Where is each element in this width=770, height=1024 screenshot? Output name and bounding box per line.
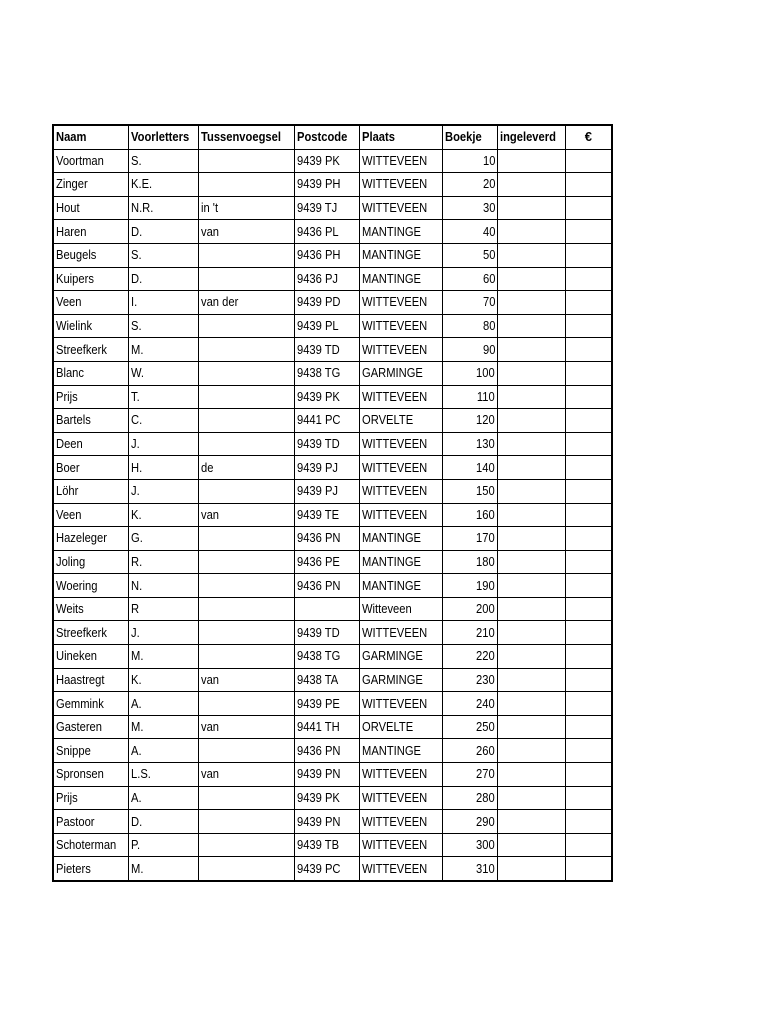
cell-plaats[interactable]: MANTINGE <box>360 550 443 574</box>
cell-voorletters[interactable]: A. <box>128 739 199 763</box>
cell-ingeleverd[interactable] <box>498 597 566 621</box>
cell-boekje[interactable]: 40 <box>443 220 498 244</box>
cell-postcode[interactable]: 9439 PJ <box>295 479 360 503</box>
cell-tussenvoegsel[interactable] <box>199 597 295 621</box>
cell-postcode[interactable]: 9436 PL <box>295 220 360 244</box>
cell-naam[interactable]: Hout <box>53 196 128 220</box>
cell-euro[interactable] <box>566 503 612 527</box>
cell-postcode[interactable]: 9436 PN <box>295 739 360 763</box>
cell-euro[interactable] <box>566 597 612 621</box>
cell-plaats[interactable]: WITTEVEEN <box>360 456 443 480</box>
header-ingeleverd: ingeleverd <box>498 125 566 149</box>
cell-euro[interactable] <box>566 810 612 834</box>
cell-postcode[interactable]: 9436 PJ <box>295 267 360 291</box>
cell-ingeleverd[interactable] <box>498 621 566 645</box>
cell-tussenvoegsel[interactable] <box>199 550 295 574</box>
cell-euro[interactable] <box>566 621 612 645</box>
cell-plaats[interactable]: WITTEVEEN <box>360 833 443 857</box>
header-postcode: Postcode <box>295 125 360 149</box>
cell-naam[interactable]: Schoterman <box>53 833 128 857</box>
cell-naam[interactable]: Spronsen <box>53 763 128 787</box>
cell-euro[interactable] <box>566 291 612 315</box>
cell-plaats[interactable]: WITTEVEEN <box>360 314 443 338</box>
cell-postcode[interactable]: 9439 TB <box>295 833 360 857</box>
cell-naam[interactable]: Haren <box>53 220 128 244</box>
cell-ingeleverd[interactable] <box>498 574 566 598</box>
table-row <box>53 527 612 551</box>
cell-voorletters[interactable]: K. <box>128 503 199 527</box>
cell-boekje[interactable]: 10 <box>443 149 498 173</box>
cell-boekje[interactable]: 110 <box>443 385 498 409</box>
cell-postcode[interactable]: 9439 PH <box>295 173 360 197</box>
cell-ingeleverd[interactable] <box>498 456 566 480</box>
cell-euro[interactable] <box>566 479 612 503</box>
cell-voorletters[interactable]: R <box>128 597 199 621</box>
table-row <box>53 668 612 692</box>
header-plaats: Plaats <box>360 125 443 149</box>
table-row <box>53 173 612 197</box>
cell-tussenvoegsel[interactable]: in 't <box>199 196 295 220</box>
cell-boekje[interactable]: 50 <box>443 243 498 267</box>
cell-ingeleverd[interactable] <box>498 149 566 173</box>
cell-voorletters[interactable]: K.E. <box>128 173 199 197</box>
table-row <box>53 786 612 810</box>
cell-plaats[interactable]: MANTINGE <box>360 527 443 551</box>
cell-ingeleverd[interactable] <box>498 173 566 197</box>
cell-ingeleverd[interactable] <box>498 550 566 574</box>
cell-tussenvoegsel[interactable] <box>199 833 295 857</box>
cell-naam[interactable]: Pastoor <box>53 810 128 834</box>
cell-plaats[interactable]: MANTINGE <box>360 243 443 267</box>
cell-postcode[interactable]: 9439 TE <box>295 503 360 527</box>
cell-naam[interactable]: Pieters <box>53 857 128 881</box>
cell-postcode[interactable]: 9436 PN <box>295 574 360 598</box>
cell-tussenvoegsel[interactable] <box>199 409 295 433</box>
cell-voorletters[interactable]: R. <box>128 550 199 574</box>
cell-voorletters[interactable]: D. <box>128 267 199 291</box>
cell-ingeleverd[interactable] <box>498 196 566 220</box>
cell-naam[interactable]: Gemmink <box>53 692 128 716</box>
table-row <box>53 385 612 409</box>
cell-naam[interactable]: Prijs <box>53 786 128 810</box>
cell-euro[interactable] <box>566 456 612 480</box>
cell-voorletters[interactable]: A. <box>128 786 199 810</box>
cell-postcode[interactable]: 9439 TJ <box>295 196 360 220</box>
cell-voorletters[interactable]: D. <box>128 810 199 834</box>
cell-naam[interactable]: Boer <box>53 456 128 480</box>
cell-boekje[interactable]: 160 <box>443 503 498 527</box>
header-tussenvoegsel: Tussenvoegsel <box>199 125 295 149</box>
cell-boekje[interactable]: 250 <box>443 715 498 739</box>
cell-euro[interactable] <box>566 220 612 244</box>
cell-tussenvoegsel[interactable] <box>199 527 295 551</box>
cell-naam[interactable]: Haastregt <box>53 668 128 692</box>
cell-boekje[interactable]: 90 <box>443 338 498 362</box>
cell-postcode[interactable]: 9439 PC <box>295 857 360 881</box>
cell-ingeleverd[interactable] <box>498 668 566 692</box>
cell-voorletters[interactable]: G. <box>128 527 199 551</box>
cell-euro[interactable] <box>566 243 612 267</box>
cell-boekje[interactable]: 70 <box>443 291 498 315</box>
cell-plaats[interactable]: WITTEVEEN <box>360 621 443 645</box>
header-naam: Naam <box>53 125 128 149</box>
table-row <box>53 715 612 739</box>
cell-postcode[interactable] <box>295 597 360 621</box>
cell-naam[interactable]: Streefkerk <box>53 338 128 362</box>
cell-euro[interactable] <box>566 314 612 338</box>
cell-postcode[interactable]: 9436 PE <box>295 550 360 574</box>
cell-euro[interactable] <box>566 763 612 787</box>
cell-ingeleverd[interactable] <box>498 810 566 834</box>
cell-voorletters[interactable]: I. <box>128 291 199 315</box>
cell-tussenvoegsel[interactable] <box>199 314 295 338</box>
cell-boekje[interactable]: 20 <box>443 173 498 197</box>
table-row <box>53 409 612 433</box>
cell-boekje[interactable]: 290 <box>443 810 498 834</box>
cell-voorletters[interactable]: J. <box>128 479 199 503</box>
cell-euro[interactable] <box>566 857 612 881</box>
header-boekje: Boekje <box>443 125 498 149</box>
cell-voorletters[interactable]: A. <box>128 692 199 716</box>
cell-voorletters[interactable]: J. <box>128 432 199 456</box>
cell-ingeleverd[interactable] <box>498 503 566 527</box>
cell-euro[interactable] <box>566 739 612 763</box>
cell-plaats[interactable]: WITTEVEEN <box>360 763 443 787</box>
cell-plaats[interactable]: ORVELTE <box>360 409 443 433</box>
table-row <box>53 338 612 362</box>
cell-postcode[interactable]: 9438 TA <box>295 668 360 692</box>
cell-tussenvoegsel[interactable]: van <box>199 763 295 787</box>
cell-euro[interactable] <box>566 409 612 433</box>
cell-euro[interactable] <box>566 149 612 173</box>
table-row <box>53 574 612 598</box>
cell-tussenvoegsel[interactable]: van <box>199 220 295 244</box>
cell-boekje[interactable]: 200 <box>443 597 498 621</box>
cell-ingeleverd[interactable] <box>498 739 566 763</box>
cell-postcode[interactable]: 9439 PN <box>295 810 360 834</box>
cell-postcode[interactable]: 9439 TD <box>295 621 360 645</box>
cell-ingeleverd[interactable] <box>498 479 566 503</box>
cell-plaats[interactable]: ORVELTE <box>360 715 443 739</box>
cell-tussenvoegsel[interactable] <box>199 173 295 197</box>
cell-tussenvoegsel[interactable] <box>199 432 295 456</box>
cell-postcode[interactable]: 9436 PN <box>295 527 360 551</box>
header-euro: € <box>566 125 612 149</box>
cell-naam[interactable]: Streefkerk <box>53 621 128 645</box>
cell-plaats[interactable]: GARMINGE <box>360 668 443 692</box>
cell-ingeleverd[interactable] <box>498 220 566 244</box>
cell-ingeleverd[interactable] <box>498 857 566 881</box>
table-row <box>53 550 612 574</box>
cell-voorletters[interactable]: W. <box>128 361 199 385</box>
cell-ingeleverd[interactable] <box>498 763 566 787</box>
cell-plaats[interactable]: WITTEVEEN <box>360 692 443 716</box>
cell-ingeleverd[interactable] <box>498 432 566 456</box>
cell-boekje[interactable]: 80 <box>443 314 498 338</box>
cell-naam[interactable]: Hazeleger <box>53 527 128 551</box>
cell-euro[interactable] <box>566 173 612 197</box>
cell-voorletters[interactable]: D. <box>128 220 199 244</box>
table-row <box>53 243 612 267</box>
spreadsheet-page <box>52 124 613 882</box>
cell-tussenvoegsel[interactable] <box>199 479 295 503</box>
cell-postcode[interactable]: 9438 TG <box>295 361 360 385</box>
cell-euro[interactable] <box>566 574 612 598</box>
cell-tussenvoegsel[interactable] <box>199 739 295 763</box>
cell-tussenvoegsel[interactable]: van <box>199 668 295 692</box>
cell-tussenvoegsel[interactable] <box>199 810 295 834</box>
cell-naam[interactable]: Veen <box>53 503 128 527</box>
cell-euro[interactable] <box>566 361 612 385</box>
cell-euro[interactable] <box>566 432 612 456</box>
cell-postcode[interactable]: 9441 TH <box>295 715 360 739</box>
cell-plaats[interactable]: WITTEVEEN <box>360 196 443 220</box>
cell-naam[interactable]: Prijs <box>53 385 128 409</box>
cell-boekje[interactable]: 310 <box>443 857 498 881</box>
cell-boekje[interactable]: 240 <box>443 692 498 716</box>
cell-plaats[interactable]: MANTINGE <box>360 739 443 763</box>
table-body <box>53 149 612 881</box>
cell-postcode[interactable]: 9436 PH <box>295 243 360 267</box>
cell-voorletters[interactable]: K. <box>128 668 199 692</box>
cell-voorletters[interactable]: M. <box>128 645 199 669</box>
cell-boekje[interactable]: 220 <box>443 645 498 669</box>
cell-plaats[interactable]: WITTEVEEN <box>360 149 443 173</box>
cell-naam[interactable]: Weits <box>53 597 128 621</box>
table-row <box>53 692 612 716</box>
cell-postcode[interactable]: 9439 PE <box>295 692 360 716</box>
cell-voorletters[interactable]: P. <box>128 833 199 857</box>
cell-plaats[interactable]: GARMINGE <box>360 645 443 669</box>
cell-postcode[interactable]: 9439 PK <box>295 149 360 173</box>
cell-tussenvoegsel[interactable] <box>199 574 295 598</box>
cell-naam[interactable]: Löhr <box>53 479 128 503</box>
cell-voorletters[interactable]: S. <box>128 149 199 173</box>
cell-tussenvoegsel[interactable]: van <box>199 503 295 527</box>
cell-boekje[interactable]: 260 <box>443 739 498 763</box>
table-row <box>53 267 612 291</box>
cell-naam[interactable]: Gasteren <box>53 715 128 739</box>
cell-plaats[interactable]: Witteveen <box>360 597 443 621</box>
cell-tussenvoegsel[interactable]: van <box>199 715 295 739</box>
cell-naam[interactable]: Wielink <box>53 314 128 338</box>
cell-euro[interactable] <box>566 267 612 291</box>
cell-postcode[interactable]: 9438 TG <box>295 645 360 669</box>
cell-naam[interactable]: Uineken <box>53 645 128 669</box>
cell-voorletters[interactable]: L.S. <box>128 763 199 787</box>
cell-boekje[interactable]: 270 <box>443 763 498 787</box>
cell-voorletters[interactable]: N. <box>128 574 199 598</box>
cell-voorletters[interactable]: T. <box>128 385 199 409</box>
cell-postcode[interactable]: 9439 PD <box>295 291 360 315</box>
cell-boekje[interactable]: 180 <box>443 550 498 574</box>
table-row <box>53 739 612 763</box>
cell-ingeleverd[interactable] <box>498 409 566 433</box>
cell-tussenvoegsel[interactable] <box>199 149 295 173</box>
cell-tussenvoegsel[interactable] <box>199 338 295 362</box>
cell-boekje[interactable]: 190 <box>443 574 498 598</box>
cell-postcode[interactable]: 9441 PC <box>295 409 360 433</box>
table-row <box>53 361 612 385</box>
cell-plaats[interactable]: MANTINGE <box>360 267 443 291</box>
cell-ingeleverd[interactable] <box>498 243 566 267</box>
table-row <box>53 857 612 881</box>
cell-euro[interactable] <box>566 338 612 362</box>
members-table <box>52 124 613 882</box>
cell-naam[interactable]: Voortman <box>53 149 128 173</box>
cell-euro[interactable] <box>566 196 612 220</box>
cell-tussenvoegsel[interactable]: van der <box>199 291 295 315</box>
cell-tussenvoegsel[interactable] <box>199 267 295 291</box>
cell-postcode[interactable]: 9439 PN <box>295 763 360 787</box>
cell-tussenvoegsel[interactable] <box>199 621 295 645</box>
cell-naam[interactable]: Kuipers <box>53 267 128 291</box>
table-row <box>53 810 612 834</box>
cell-voorletters[interactable]: S. <box>128 243 199 267</box>
cell-tussenvoegsel[interactable] <box>199 243 295 267</box>
cell-ingeleverd[interactable] <box>498 715 566 739</box>
cell-voorletters[interactable]: M. <box>128 857 199 881</box>
cell-postcode[interactable]: 9439 TD <box>295 338 360 362</box>
cell-ingeleverd[interactable] <box>498 645 566 669</box>
cell-plaats[interactable]: WITTEVEEN <box>360 385 443 409</box>
cell-voorletters[interactable]: M. <box>128 715 199 739</box>
cell-ingeleverd[interactable] <box>498 291 566 315</box>
table-row <box>53 220 612 244</box>
cell-plaats[interactable]: WITTEVEEN <box>360 432 443 456</box>
cell-boekje[interactable]: 170 <box>443 527 498 551</box>
cell-boekje[interactable]: 100 <box>443 361 498 385</box>
cell-boekje[interactable]: 210 <box>443 621 498 645</box>
cell-postcode[interactable]: 9439 PL <box>295 314 360 338</box>
cell-tussenvoegsel[interactable] <box>199 361 295 385</box>
cell-ingeleverd[interactable] <box>498 361 566 385</box>
cell-plaats[interactable]: MANTINGE <box>360 220 443 244</box>
table-row <box>53 479 612 503</box>
cell-ingeleverd[interactable] <box>498 338 566 362</box>
table-row <box>53 291 612 315</box>
cell-voorletters[interactable]: S. <box>128 314 199 338</box>
cell-boekje[interactable]: 150 <box>443 479 498 503</box>
cell-plaats[interactable]: GARMINGE <box>360 361 443 385</box>
table-row <box>53 645 612 669</box>
cell-euro[interactable] <box>566 527 612 551</box>
table-row <box>53 763 612 787</box>
table-row <box>53 196 612 220</box>
cell-boekje[interactable]: 120 <box>443 409 498 433</box>
cell-tussenvoegsel[interactable] <box>199 786 295 810</box>
cell-boekje[interactable]: 280 <box>443 786 498 810</box>
cell-euro[interactable] <box>566 692 612 716</box>
header-voorletters: Voorletters <box>128 125 199 149</box>
cell-tussenvoegsel[interactable] <box>199 692 295 716</box>
cell-plaats[interactable]: WITTEVEEN <box>360 291 443 315</box>
cell-postcode[interactable]: 9439 TD <box>295 432 360 456</box>
cell-plaats[interactable]: WITTEVEEN <box>360 857 443 881</box>
cell-voorletters[interactable]: N.R. <box>128 196 199 220</box>
cell-euro[interactable] <box>566 833 612 857</box>
cell-voorletters[interactable]: M. <box>128 338 199 362</box>
table-row <box>53 456 612 480</box>
cell-euro[interactable] <box>566 786 612 810</box>
cell-boekje[interactable]: 230 <box>443 668 498 692</box>
header-row <box>53 125 612 149</box>
cell-ingeleverd[interactable] <box>498 267 566 291</box>
table-row <box>53 621 612 645</box>
cell-naam[interactable]: Blanc <box>53 361 128 385</box>
cell-boekje[interactable]: 130 <box>443 432 498 456</box>
cell-ingeleverd[interactable] <box>498 833 566 857</box>
table-row <box>53 149 612 173</box>
table-row <box>53 432 612 456</box>
cell-boekje[interactable]: 60 <box>443 267 498 291</box>
cell-voorletters[interactable]: J. <box>128 621 199 645</box>
cell-boekje[interactable]: 140 <box>443 456 498 480</box>
cell-postcode[interactable]: 9439 PK <box>295 385 360 409</box>
table-row <box>53 597 612 621</box>
cell-postcode[interactable]: 9439 PK <box>295 786 360 810</box>
cell-naam[interactable]: Deen <box>53 432 128 456</box>
cell-naam[interactable]: Zinger <box>53 173 128 197</box>
cell-euro[interactable] <box>566 385 612 409</box>
cell-tussenvoegsel[interactable] <box>199 645 295 669</box>
cell-ingeleverd[interactable] <box>498 786 566 810</box>
cell-ingeleverd[interactable] <box>498 314 566 338</box>
cell-voorletters[interactable]: C. <box>128 409 199 433</box>
cell-plaats[interactable]: WITTEVEEN <box>360 786 443 810</box>
cell-plaats[interactable]: WITTEVEEN <box>360 503 443 527</box>
cell-plaats[interactable]: WITTEVEEN <box>360 338 443 362</box>
cell-ingeleverd[interactable] <box>498 692 566 716</box>
cell-ingeleverd[interactable] <box>498 385 566 409</box>
cell-naam[interactable]: Woering <box>53 574 128 598</box>
cell-plaats[interactable]: WITTEVEEN <box>360 173 443 197</box>
cell-naam[interactable]: Beugels <box>53 243 128 267</box>
cell-plaats[interactable]: WITTEVEEN <box>360 479 443 503</box>
table-row <box>53 833 612 857</box>
cell-tussenvoegsel[interactable]: de <box>199 456 295 480</box>
cell-plaats[interactable]: WITTEVEEN <box>360 810 443 834</box>
cell-plaats[interactable]: MANTINGE <box>360 574 443 598</box>
cell-boekje[interactable]: 30 <box>443 196 498 220</box>
cell-boekje[interactable]: 300 <box>443 833 498 857</box>
cell-tussenvoegsel[interactable] <box>199 857 295 881</box>
cell-euro[interactable] <box>566 550 612 574</box>
cell-naam[interactable]: Veen <box>53 291 128 315</box>
cell-naam[interactable]: Snippe <box>53 739 128 763</box>
cell-euro[interactable] <box>566 715 612 739</box>
cell-postcode[interactable]: 9439 PJ <box>295 456 360 480</box>
cell-ingeleverd[interactable] <box>498 527 566 551</box>
cell-euro[interactable] <box>566 668 612 692</box>
cell-naam[interactable]: Joling <box>53 550 128 574</box>
cell-euro[interactable] <box>566 645 612 669</box>
cell-naam[interactable]: Bartels <box>53 409 128 433</box>
cell-tussenvoegsel[interactable] <box>199 385 295 409</box>
table-row <box>53 503 612 527</box>
cell-voorletters[interactable]: H. <box>128 456 199 480</box>
table-row <box>53 314 612 338</box>
